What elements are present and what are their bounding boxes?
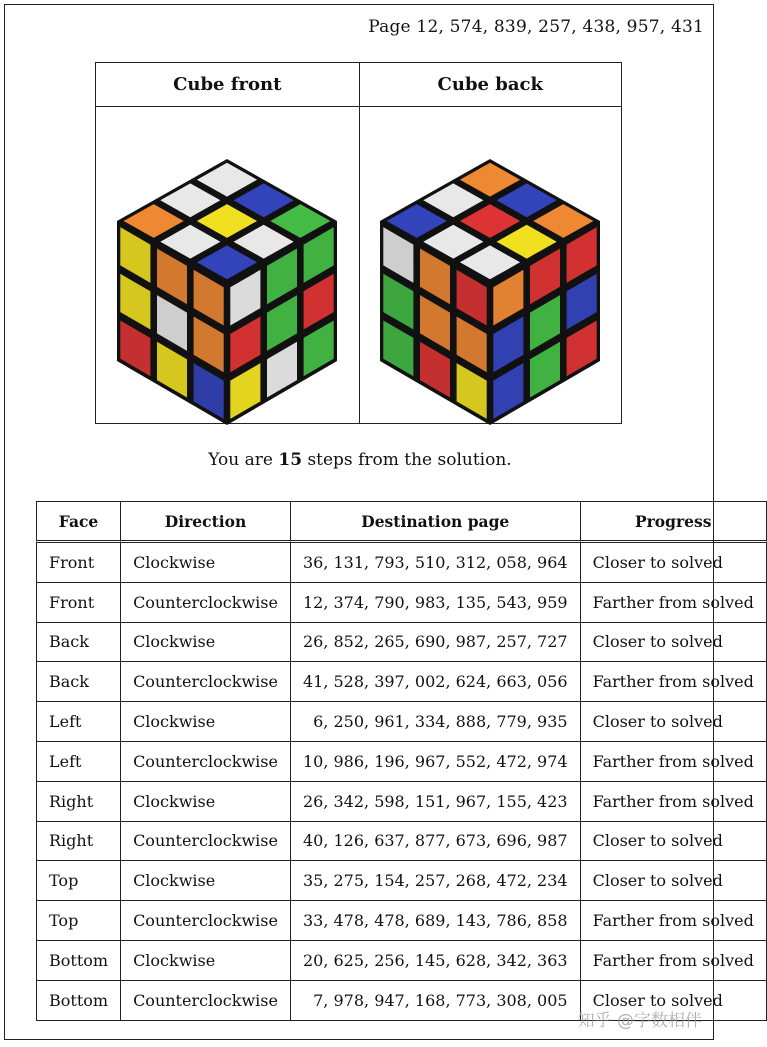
steps-count: 15 (278, 450, 303, 470)
page-value: 12, 574, 839, 257, 438, 957, 431 (416, 17, 704, 37)
page-number (368, 17, 704, 37)
status-prefix: You are (208, 450, 273, 470)
cell-face[interactable]: Top (36, 901, 120, 941)
cell-direction[interactable]: Counterclockwise (120, 822, 290, 862)
cell-direction[interactable]: Clockwise (120, 623, 290, 663)
table-row (36, 742, 767, 782)
cell-destination[interactable]: 36, 131, 793, 510, 312, 058, 964 (290, 543, 580, 583)
cell-destination[interactable]: 12, 374, 790, 983, 135, 543, 959 (290, 583, 580, 623)
cell-face[interactable]: Bottom (36, 941, 120, 981)
table-row (36, 662, 767, 702)
cell-destination[interactable]: 6, 250, 961, 334, 888, 779, 935 (290, 702, 580, 742)
cell-destination[interactable]: 26, 852, 265, 690, 987, 257, 727 (290, 623, 580, 663)
watermark: 知乎 @字数相伴 (577, 1011, 702, 1031)
cell-face[interactable]: Front (36, 583, 120, 623)
status-suffix: steps from the solution. (307, 450, 512, 470)
table-header-row (36, 501, 767, 543)
moves-table-body (36, 543, 767, 1021)
cell-direction[interactable]: Counterclockwise (120, 742, 290, 782)
cell-progress[interactable]: Farther from solved (580, 662, 767, 702)
cell-direction[interactable]: Clockwise (120, 861, 290, 901)
cell-direction[interactable]: Clockwise (120, 543, 290, 583)
cell-face[interactable]: Right (36, 822, 120, 862)
cell-face[interactable]: Bottom (36, 981, 120, 1021)
table-row (36, 782, 767, 822)
cell-destination[interactable]: 7, 978, 947, 168, 773, 308, 005 (290, 981, 580, 1021)
cell-progress[interactable]: Farther from solved (580, 941, 767, 981)
cell-destination[interactable]: 26, 342, 598, 151, 967, 155, 423 (290, 782, 580, 822)
cell-face[interactable]: Right (36, 782, 120, 822)
table-row (36, 822, 767, 862)
cell-progress[interactable]: Farther from solved (580, 583, 767, 623)
header-destination: Destination page (290, 501, 580, 543)
cell-direction[interactable]: Counterclockwise (120, 901, 290, 941)
cell-face[interactable]: Left (36, 702, 120, 742)
cell-progress[interactable]: Farther from solved (580, 742, 767, 782)
cube-front-image (96, 107, 359, 423)
cell-destination[interactable]: 35, 275, 154, 257, 268, 472, 234 (290, 861, 580, 901)
header-progress: Progress (580, 501, 767, 543)
cell-direction[interactable]: Counterclockwise (120, 981, 290, 1021)
cell-face[interactable]: Front (36, 543, 120, 583)
page-label: Page (368, 17, 411, 37)
status-line (0, 450, 720, 470)
table-row (36, 543, 767, 583)
cell-progress[interactable]: Closer to solved (580, 861, 767, 901)
header-direction: Direction (120, 501, 290, 543)
cube-back-image (360, 107, 622, 423)
cell-face[interactable]: Back (36, 623, 120, 663)
cell-direction[interactable]: Clockwise (120, 702, 290, 742)
cell-destination[interactable]: 40, 126, 637, 877, 673, 696, 987 (290, 822, 580, 862)
table-row (36, 623, 767, 663)
cell-direction[interactable]: Clockwise (120, 941, 290, 981)
cube-panel (95, 62, 622, 424)
cell-progress[interactable]: Farther from solved (580, 901, 767, 941)
header-face: Face (36, 501, 120, 543)
cube-back-illustration (370, 145, 610, 385)
cell-progress[interactable]: Closer to solved (580, 981, 767, 1021)
cell-direction[interactable]: Clockwise (120, 782, 290, 822)
cube-front-title: Cube front (96, 63, 359, 107)
table-row (36, 583, 767, 623)
cell-destination[interactable]: 33, 478, 478, 689, 143, 786, 858 (290, 901, 580, 941)
table-row (36, 861, 767, 901)
moves-table (36, 501, 767, 1021)
cube-front-illustration (107, 145, 347, 385)
cell-progress[interactable]: Closer to solved (580, 702, 767, 742)
cell-progress[interactable]: Farther from solved (580, 782, 767, 822)
cell-progress[interactable]: Closer to solved (580, 822, 767, 862)
cube-back-title: Cube back (360, 63, 622, 107)
table-row (36, 702, 767, 742)
cell-face[interactable]: Top (36, 861, 120, 901)
cell-face[interactable]: Back (36, 662, 120, 702)
table-row (36, 941, 767, 981)
cell-destination[interactable]: 10, 986, 196, 967, 552, 472, 974 (290, 742, 580, 782)
cell-progress[interactable]: Closer to solved (580, 623, 767, 663)
cell-direction[interactable]: Counterclockwise (120, 583, 290, 623)
table-row (36, 901, 767, 941)
cell-progress[interactable]: Closer to solved (580, 543, 767, 583)
cell-direction[interactable]: Counterclockwise (120, 662, 290, 702)
cell-face[interactable]: Left (36, 742, 120, 782)
cube-front-column (96, 63, 359, 423)
cube-back-column (359, 63, 622, 423)
cell-destination[interactable]: 41, 528, 397, 002, 624, 663, 056 (290, 662, 580, 702)
cell-destination[interactable]: 20, 625, 256, 145, 628, 342, 363 (290, 941, 580, 981)
